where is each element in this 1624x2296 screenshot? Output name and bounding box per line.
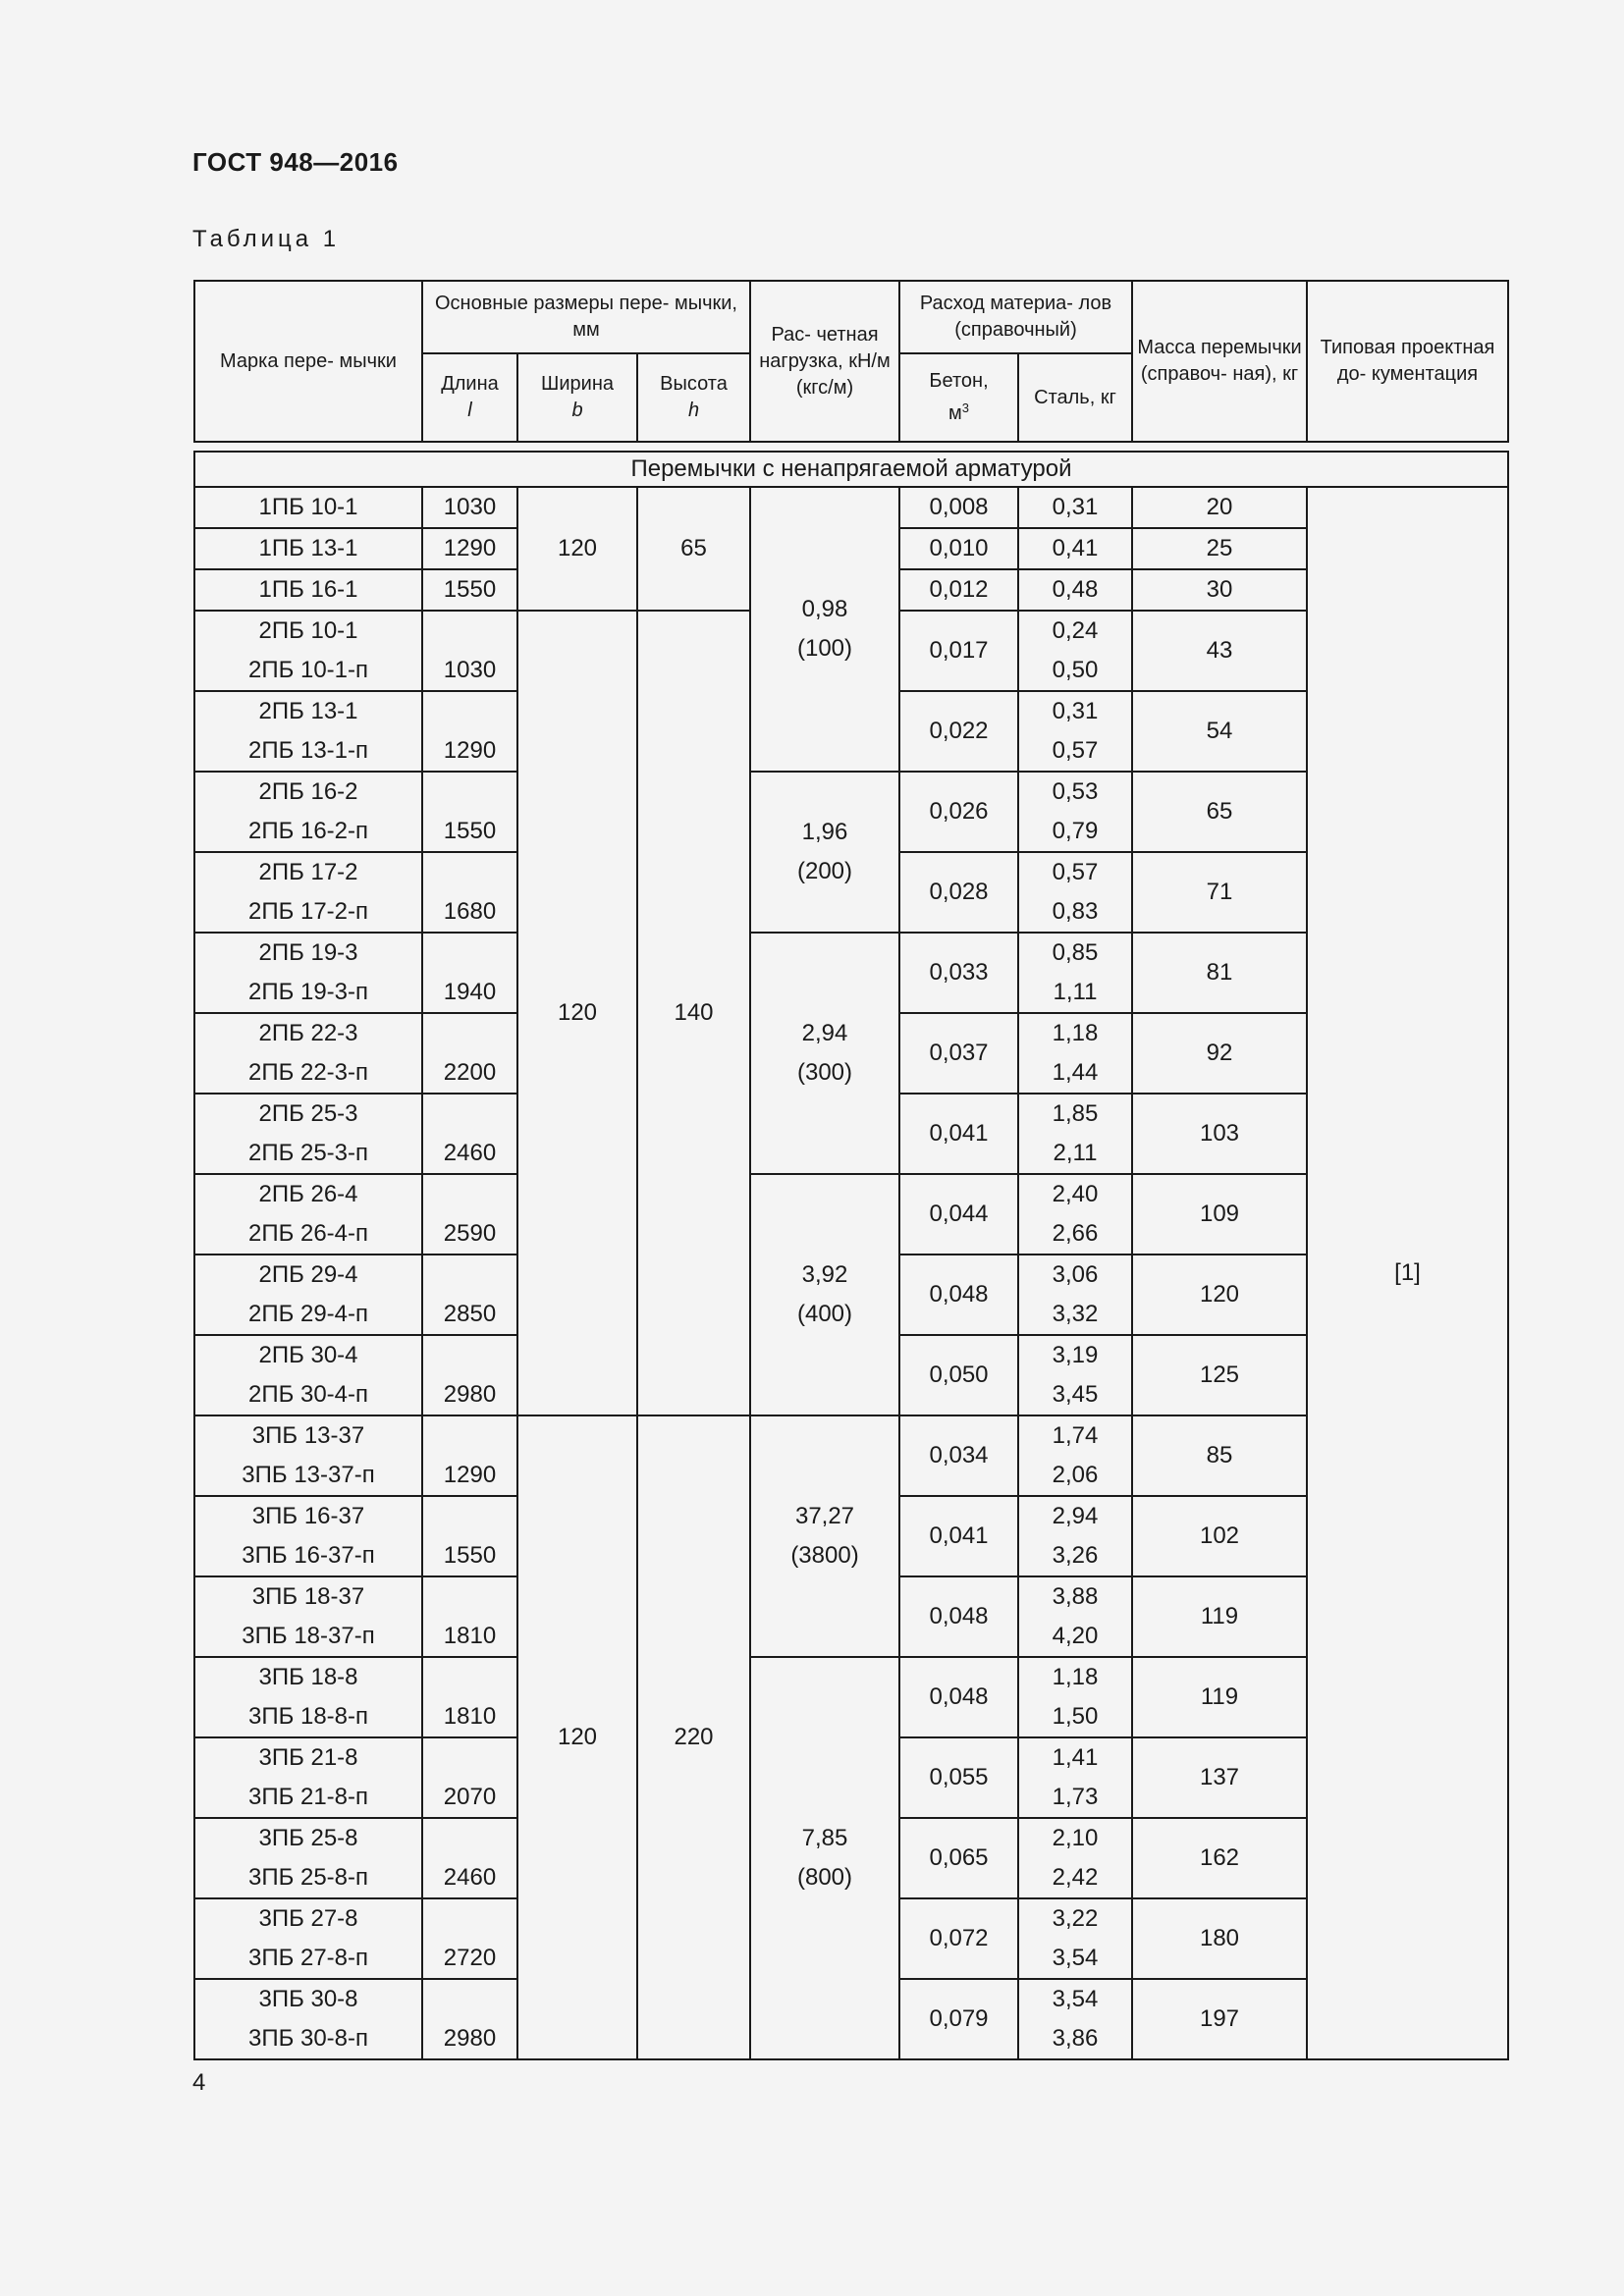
steel-a: 3,06 <box>1052 1261 1099 1288</box>
length-cell: 1290 <box>422 691 517 772</box>
mass-cell: 119 <box>1132 1657 1307 1737</box>
steel-cell <box>1018 1818 1132 1898</box>
mark-a: 2ПБ 29-4 <box>258 1261 358 1288</box>
concrete-cell: 0,034 <box>899 1415 1018 1496</box>
steel-cell <box>1018 772 1132 852</box>
mark-b: 3ПБ 13-37-п <box>242 1462 375 1488</box>
load-value: 2,94 <box>801 1020 848 1046</box>
concrete-cell: 0,037 <box>899 1013 1018 1094</box>
steel-a: 1,18 <box>1052 1020 1099 1046</box>
steel-b: 0,57 <box>1052 737 1099 764</box>
mark-cell: 1ПБ 13-1 <box>194 528 422 569</box>
load-kgs: (100) <box>796 635 853 662</box>
steel-cell <box>1018 1737 1132 1818</box>
length-cell: 1810 <box>422 1576 517 1657</box>
steel-a: 0,24 <box>1052 617 1099 644</box>
mark-b: 2ПБ 26-4-п <box>247 1220 369 1247</box>
mass-cell: 119 <box>1132 1576 1307 1657</box>
length-cell: 1030 <box>422 611 517 691</box>
concrete-cell: 0,041 <box>899 1496 1018 1576</box>
steel-cell <box>1018 852 1132 933</box>
steel-b: 1,50 <box>1052 1703 1099 1730</box>
mark-a: 3ПБ 30-8 <box>258 1986 358 2012</box>
header-concrete <box>899 353 1018 442</box>
header-gap <box>194 442 1508 452</box>
concrete-cell: 0,079 <box>899 1979 1018 2059</box>
steel-b: 0,79 <box>1052 818 1099 844</box>
concrete-cell: 0,033 <box>899 933 1018 1013</box>
length-cell: 2460 <box>422 1094 517 1174</box>
mark-a: 2ПБ 30-4 <box>258 1342 358 1368</box>
mark-a: 2ПБ 19-3 <box>258 939 358 966</box>
steel-b: 3,26 <box>1052 1542 1099 1569</box>
steel-cell <box>1018 1657 1132 1737</box>
load-cell <box>750 1415 899 1657</box>
load-value: 0,98 <box>801 596 848 622</box>
mass-cell: 43 <box>1132 611 1307 691</box>
mark-a: 2ПБ 26-4 <box>258 1181 358 1207</box>
mass-cell: 180 <box>1132 1898 1307 1979</box>
mark-cell <box>194 1576 422 1657</box>
header-materials: Расход материа- лов (справочный) <box>899 281 1132 353</box>
steel-b: 0,50 <box>1052 657 1099 683</box>
mass-cell: 103 <box>1132 1094 1307 1174</box>
steel-cell <box>1018 1013 1132 1094</box>
mark-cell <box>194 691 422 772</box>
steel-a: 0,31 <box>1052 698 1099 724</box>
concrete-cell: 0,028 <box>899 852 1018 933</box>
steel-a: 1,41 <box>1052 1744 1099 1771</box>
mark-b: 3ПБ 30-8-п <box>247 2025 369 2052</box>
mark-cell <box>194 852 422 933</box>
height-cell: 140 <box>637 611 750 1415</box>
mark-cell <box>194 1415 422 1496</box>
mark-cell: 1ПБ 10-1 <box>194 487 422 528</box>
mark-b: 2ПБ 30-4-п <box>247 1381 369 1408</box>
length-cell: 1030 <box>422 487 517 528</box>
mass-cell: 109 <box>1132 1174 1307 1255</box>
steel-a: 1,74 <box>1052 1422 1099 1449</box>
steel-cell <box>1018 933 1132 1013</box>
concrete-cell: 0,065 <box>899 1818 1018 1898</box>
mark-a: 3ПБ 18-8 <box>258 1664 358 1690</box>
length-cell: 1290 <box>422 1415 517 1496</box>
width-cell: 120 <box>517 487 637 611</box>
header-width <box>517 353 637 442</box>
steel-a: 0,85 <box>1052 939 1099 966</box>
load-value: 37,27 <box>794 1503 855 1529</box>
mark-cell <box>194 1979 422 2059</box>
steel-cell: 0,31 <box>1018 487 1132 528</box>
steel-b: 3,86 <box>1052 2025 1099 2052</box>
header-mass: Масса перемычки (справоч- ная), кг <box>1132 281 1307 442</box>
mark-a: 3ПБ 21-8 <box>258 1744 358 1771</box>
load-cell <box>750 1174 899 1415</box>
load-cell <box>750 1657 899 2059</box>
steel-a: 0,57 <box>1052 859 1099 885</box>
steel-b: 1,73 <box>1052 1784 1099 1810</box>
header-concrete-exp: 3 <box>961 400 969 415</box>
mark-cell <box>194 933 422 1013</box>
concrete-cell: 0,072 <box>899 1898 1018 1979</box>
steel-a: 3,22 <box>1052 1905 1099 1932</box>
mass-cell: 102 <box>1132 1496 1307 1576</box>
concrete-cell: 0,041 <box>899 1094 1018 1174</box>
mark-cell <box>194 1174 422 1255</box>
length-cell: 1940 <box>422 933 517 1013</box>
mark-b: 3ПБ 25-8-п <box>247 1864 369 1891</box>
steel-a: 1,85 <box>1052 1100 1099 1127</box>
section-title: Перемычки с ненапрягаемой арматурой <box>194 452 1508 487</box>
concrete-cell: 0,048 <box>899 1255 1018 1335</box>
header-height-name: Высота <box>660 373 728 395</box>
steel-cell <box>1018 1898 1132 1979</box>
steel-cell <box>1018 611 1132 691</box>
header-height-symbol: h <box>687 400 700 421</box>
mark-cell <box>194 1013 422 1094</box>
steel-cell <box>1018 1255 1132 1335</box>
steel-a: 2,94 <box>1052 1503 1099 1529</box>
mark-cell <box>194 1094 422 1174</box>
steel-a: 0,53 <box>1052 778 1099 805</box>
mark-cell <box>194 1657 422 1737</box>
concrete-cell: 0,017 <box>899 611 1018 691</box>
mark-cell <box>194 772 422 852</box>
mark-a: 3ПБ 27-8 <box>258 1905 358 1932</box>
mass-cell: 81 <box>1132 933 1307 1013</box>
mark-cell <box>194 611 422 691</box>
steel-cell <box>1018 1415 1132 1496</box>
steel-cell <box>1018 1335 1132 1415</box>
concrete-cell: 0,010 <box>899 528 1018 569</box>
steel-cell <box>1018 1174 1132 1255</box>
header-doc: Типовая проектная до- кументация <box>1307 281 1508 442</box>
steel-cell <box>1018 691 1132 772</box>
mark-b: 2ПБ 19-3-п <box>247 979 369 1005</box>
length-cell: 1550 <box>422 1496 517 1576</box>
mass-cell: 120 <box>1132 1255 1307 1335</box>
mark-cell <box>194 1818 422 1898</box>
header-mark: Марка пере- мычки <box>194 281 422 442</box>
steel-a: 3,88 <box>1052 1583 1099 1610</box>
concrete-cell: 0,048 <box>899 1657 1018 1737</box>
lintel-spec-table <box>193 280 1509 2060</box>
steel-b: 2,06 <box>1052 1462 1099 1488</box>
mark-b: 2ПБ 25-3-п <box>247 1140 369 1166</box>
concrete-cell: 0,026 <box>899 772 1018 852</box>
mark-cell <box>194 1335 422 1415</box>
mass-cell: 20 <box>1132 487 1307 528</box>
steel-cell <box>1018 1576 1132 1657</box>
header-length <box>422 353 517 442</box>
concrete-cell: 0,022 <box>899 691 1018 772</box>
load-value: 1,96 <box>801 819 848 845</box>
width-cell: 120 <box>517 1415 637 2059</box>
mass-cell: 162 <box>1132 1818 1307 1898</box>
header-length-name: Длина <box>441 373 499 395</box>
steel-a: 3,19 <box>1052 1342 1099 1368</box>
mark-a: 2ПБ 17-2 <box>258 859 358 885</box>
header-load: Рас- четная нагрузка, кН/м (кгс/м) <box>750 281 899 442</box>
height-cell: 65 <box>637 487 750 611</box>
steel-a: 1,18 <box>1052 1664 1099 1690</box>
mark-cell <box>194 1737 422 1818</box>
mass-cell: 137 <box>1132 1737 1307 1818</box>
mark-a: 2ПБ 25-3 <box>258 1100 358 1127</box>
header-concrete-name: Бетон, <box>929 370 989 392</box>
length-cell: 1550 <box>422 569 517 611</box>
mark-cell: 1ПБ 16-1 <box>194 569 422 611</box>
header-gap-cell <box>194 442 1508 452</box>
concrete-cell: 0,012 <box>899 569 1018 611</box>
steel-cell <box>1018 1094 1132 1174</box>
mass-cell: 54 <box>1132 691 1307 772</box>
mark-a: 2ПБ 10-1 <box>258 617 358 644</box>
length-cell: 2980 <box>422 1335 517 1415</box>
steel-b: 2,11 <box>1053 1140 1098 1166</box>
load-cell <box>750 933 899 1174</box>
load-kgs: (200) <box>796 858 853 884</box>
mark-b: 3ПБ 18-8-п <box>247 1703 369 1730</box>
mark-b: 3ПБ 21-8-п <box>247 1784 369 1810</box>
steel-b: 3,54 <box>1052 1945 1099 1971</box>
mark-a: 2ПБ 22-3 <box>258 1020 358 1046</box>
load-kgs: (300) <box>796 1059 853 1086</box>
load-cell <box>750 772 899 933</box>
mass-cell: 65 <box>1132 772 1307 852</box>
length-cell: 2980 <box>422 1979 517 2059</box>
length-cell: 1290 <box>422 528 517 569</box>
load-kgs: (400) <box>796 1301 853 1327</box>
header-height <box>637 353 750 442</box>
mark-b: 2ПБ 10-1-п <box>247 657 369 683</box>
load-kgs: (3800) <box>790 1542 859 1569</box>
load-cell <box>750 487 899 772</box>
mass-cell: 85 <box>1132 1415 1307 1496</box>
length-cell: 1680 <box>422 852 517 933</box>
mark-b: 2ПБ 16-2-п <box>247 818 369 844</box>
steel-cell: 0,48 <box>1018 569 1132 611</box>
width-cell: 120 <box>517 611 637 1415</box>
mark-a: 3ПБ 18-37 <box>251 1583 365 1610</box>
table-caption: Таблица 1 <box>192 226 341 252</box>
mark-b: 3ПБ 16-37-п <box>242 1542 375 1569</box>
concrete-cell: 0,008 <box>899 487 1018 528</box>
mark-cell <box>194 1255 422 1335</box>
doc-ref-cell: [1] <box>1307 487 1508 2059</box>
document-title: ГОСТ 948—2016 <box>192 147 399 177</box>
steel-b: 2,42 <box>1052 1864 1099 1891</box>
steel-a: 2,10 <box>1052 1825 1099 1851</box>
mark-cell <box>194 1496 422 1576</box>
mark-b: 3ПБ 27-8-п <box>247 1945 369 1971</box>
steel-b: 1,11 <box>1053 979 1098 1005</box>
table-row <box>194 487 1508 528</box>
steel-b: 1,44 <box>1052 1059 1099 1086</box>
mark-b: 2ПБ 22-3-п <box>247 1059 369 1086</box>
length-cell: 1810 <box>422 1657 517 1737</box>
mark-a: 3ПБ 16-37 <box>251 1503 365 1529</box>
steel-a: 3,54 <box>1052 1986 1099 2012</box>
mark-cell <box>194 1898 422 1979</box>
mark-b: 2ПБ 13-1-п <box>247 737 369 764</box>
concrete-cell: 0,055 <box>899 1737 1018 1818</box>
mass-cell: 125 <box>1132 1335 1307 1415</box>
mass-cell: 25 <box>1132 528 1307 569</box>
steel-b: 2,66 <box>1052 1220 1099 1247</box>
steel-b: 0,83 <box>1052 898 1099 925</box>
steel-cell: 0,41 <box>1018 528 1132 569</box>
page-number: 4 <box>192 2069 206 2096</box>
length-cell: 2590 <box>422 1174 517 1255</box>
length-cell: 2850 <box>422 1255 517 1335</box>
length-cell: 2200 <box>422 1013 517 1094</box>
steel-b: 3,32 <box>1052 1301 1099 1327</box>
mass-cell: 197 <box>1132 1979 1307 2059</box>
mark-a: 3ПБ 25-8 <box>258 1825 358 1851</box>
length-cell: 2720 <box>422 1898 517 1979</box>
height-cell: 220 <box>637 1415 750 2059</box>
mass-cell: 71 <box>1132 852 1307 933</box>
length-cell: 2460 <box>422 1818 517 1898</box>
steel-cell <box>1018 1496 1132 1576</box>
mark-a: 2ПБ 16-2 <box>258 778 358 805</box>
load-value: 7,85 <box>801 1825 848 1851</box>
length-cell: 2070 <box>422 1737 517 1818</box>
length-cell: 1550 <box>422 772 517 852</box>
header-concrete-unit: м <box>948 402 962 424</box>
header-width-symbol: b <box>571 400 583 421</box>
header-length-symbol: l <box>467 400 472 421</box>
mark-b: 2ПБ 17-2-п <box>247 898 369 925</box>
mass-cell: 92 <box>1132 1013 1307 1094</box>
steel-b: 4,20 <box>1052 1623 1099 1649</box>
load-kgs: (800) <box>796 1864 853 1891</box>
mark-b: 2ПБ 29-4-п <box>247 1301 369 1327</box>
mark-a: 2ПБ 13-1 <box>258 698 358 724</box>
concrete-cell: 0,048 <box>899 1576 1018 1657</box>
header-steel: Сталь, кг <box>1018 353 1132 442</box>
concrete-cell: 0,050 <box>899 1335 1018 1415</box>
mass-cell: 30 <box>1132 569 1307 611</box>
steel-cell <box>1018 1979 1132 2059</box>
header-main-dims: Основные размеры пере- мычки, мм <box>422 281 750 353</box>
steel-b: 3,45 <box>1052 1381 1099 1408</box>
load-value: 3,92 <box>801 1261 848 1288</box>
concrete-cell: 0,044 <box>899 1174 1018 1255</box>
mark-a: 3ПБ 13-37 <box>251 1422 365 1449</box>
mark-b: 3ПБ 18-37-п <box>242 1623 375 1649</box>
steel-a: 2,40 <box>1052 1181 1099 1207</box>
header-width-name: Ширина <box>541 373 614 395</box>
